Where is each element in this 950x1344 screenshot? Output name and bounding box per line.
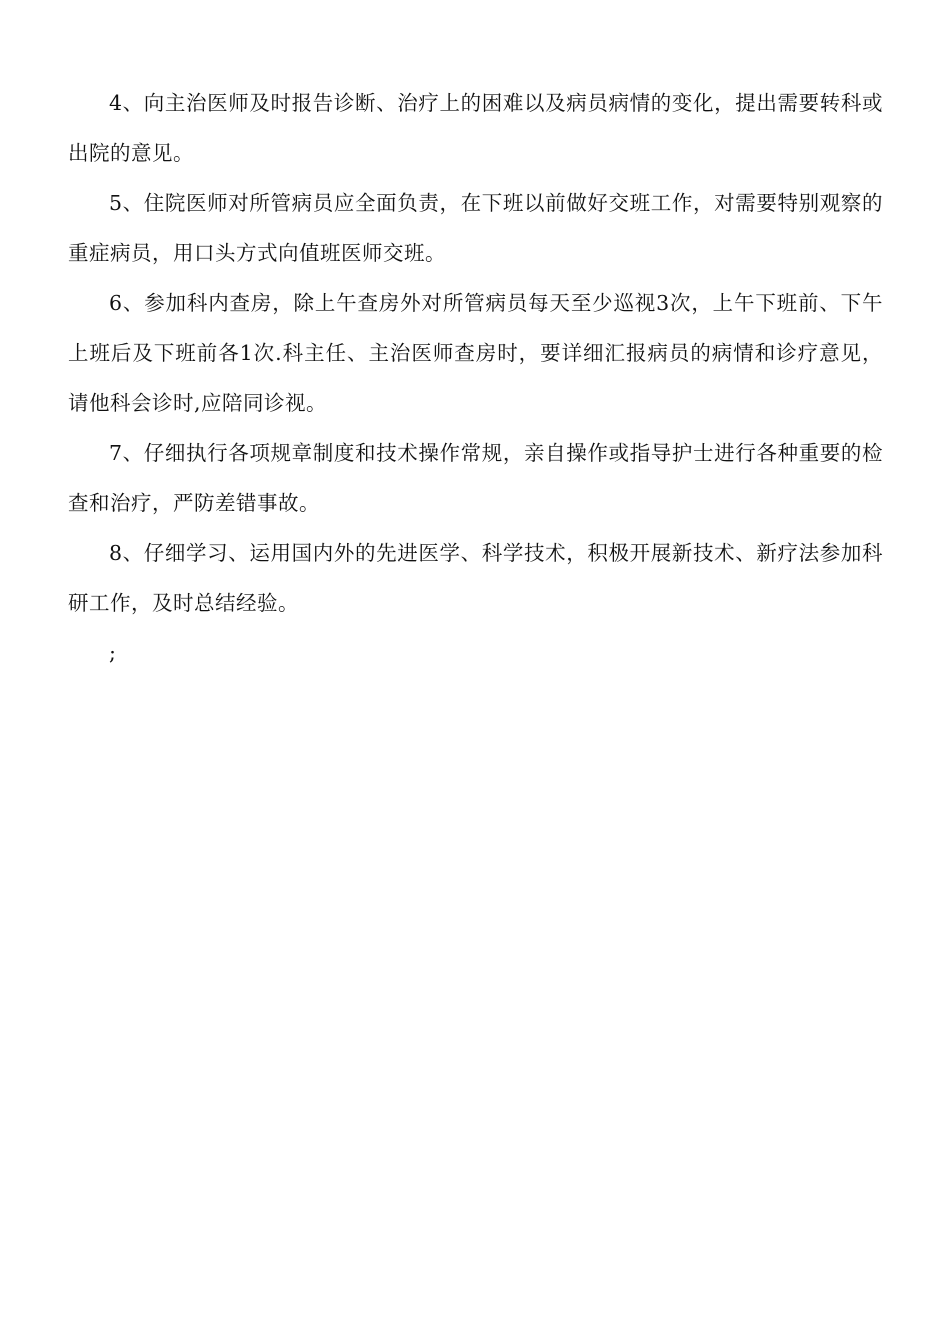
document-body xyxy=(68,78,883,678)
paragraph-item-7: 7、仔细执行各项规章制度和技术操作常规，亲自操作或指导护士进行各种重要的检查和治疗，严防差错事故。 xyxy=(68,441,883,515)
paragraph-item-5: 5、住院医师对所管病员应全面负责，在下班以前做好交班工作，对需要特别观察的重症病员，用口头方式向值班医师交班。 xyxy=(68,191,883,265)
paragraph-item-4: 4、向主治医师及时报告诊断、治疗上的困难以及病员病情的变化，提出需要转科或出院的意见。 xyxy=(68,91,883,165)
paragraph-item-8: 8、仔细学习、运用国内外的先进医学、科学技术，积极开展新技术、新疗法参加科研工作，及时总结经验。 xyxy=(68,541,883,615)
paragraph-item-6: 6、参加科内查房，除上午查房外对所管病员每天至少巡视3次，上午下班前、下午上班后及下班前各1次.科主任、主治医师查房时，要详细汇报病员的病情和诊疗意见，请他科会诊时,应陪同诊视。 xyxy=(68,291,883,415)
trailing-semicolon: ; xyxy=(109,641,117,665)
